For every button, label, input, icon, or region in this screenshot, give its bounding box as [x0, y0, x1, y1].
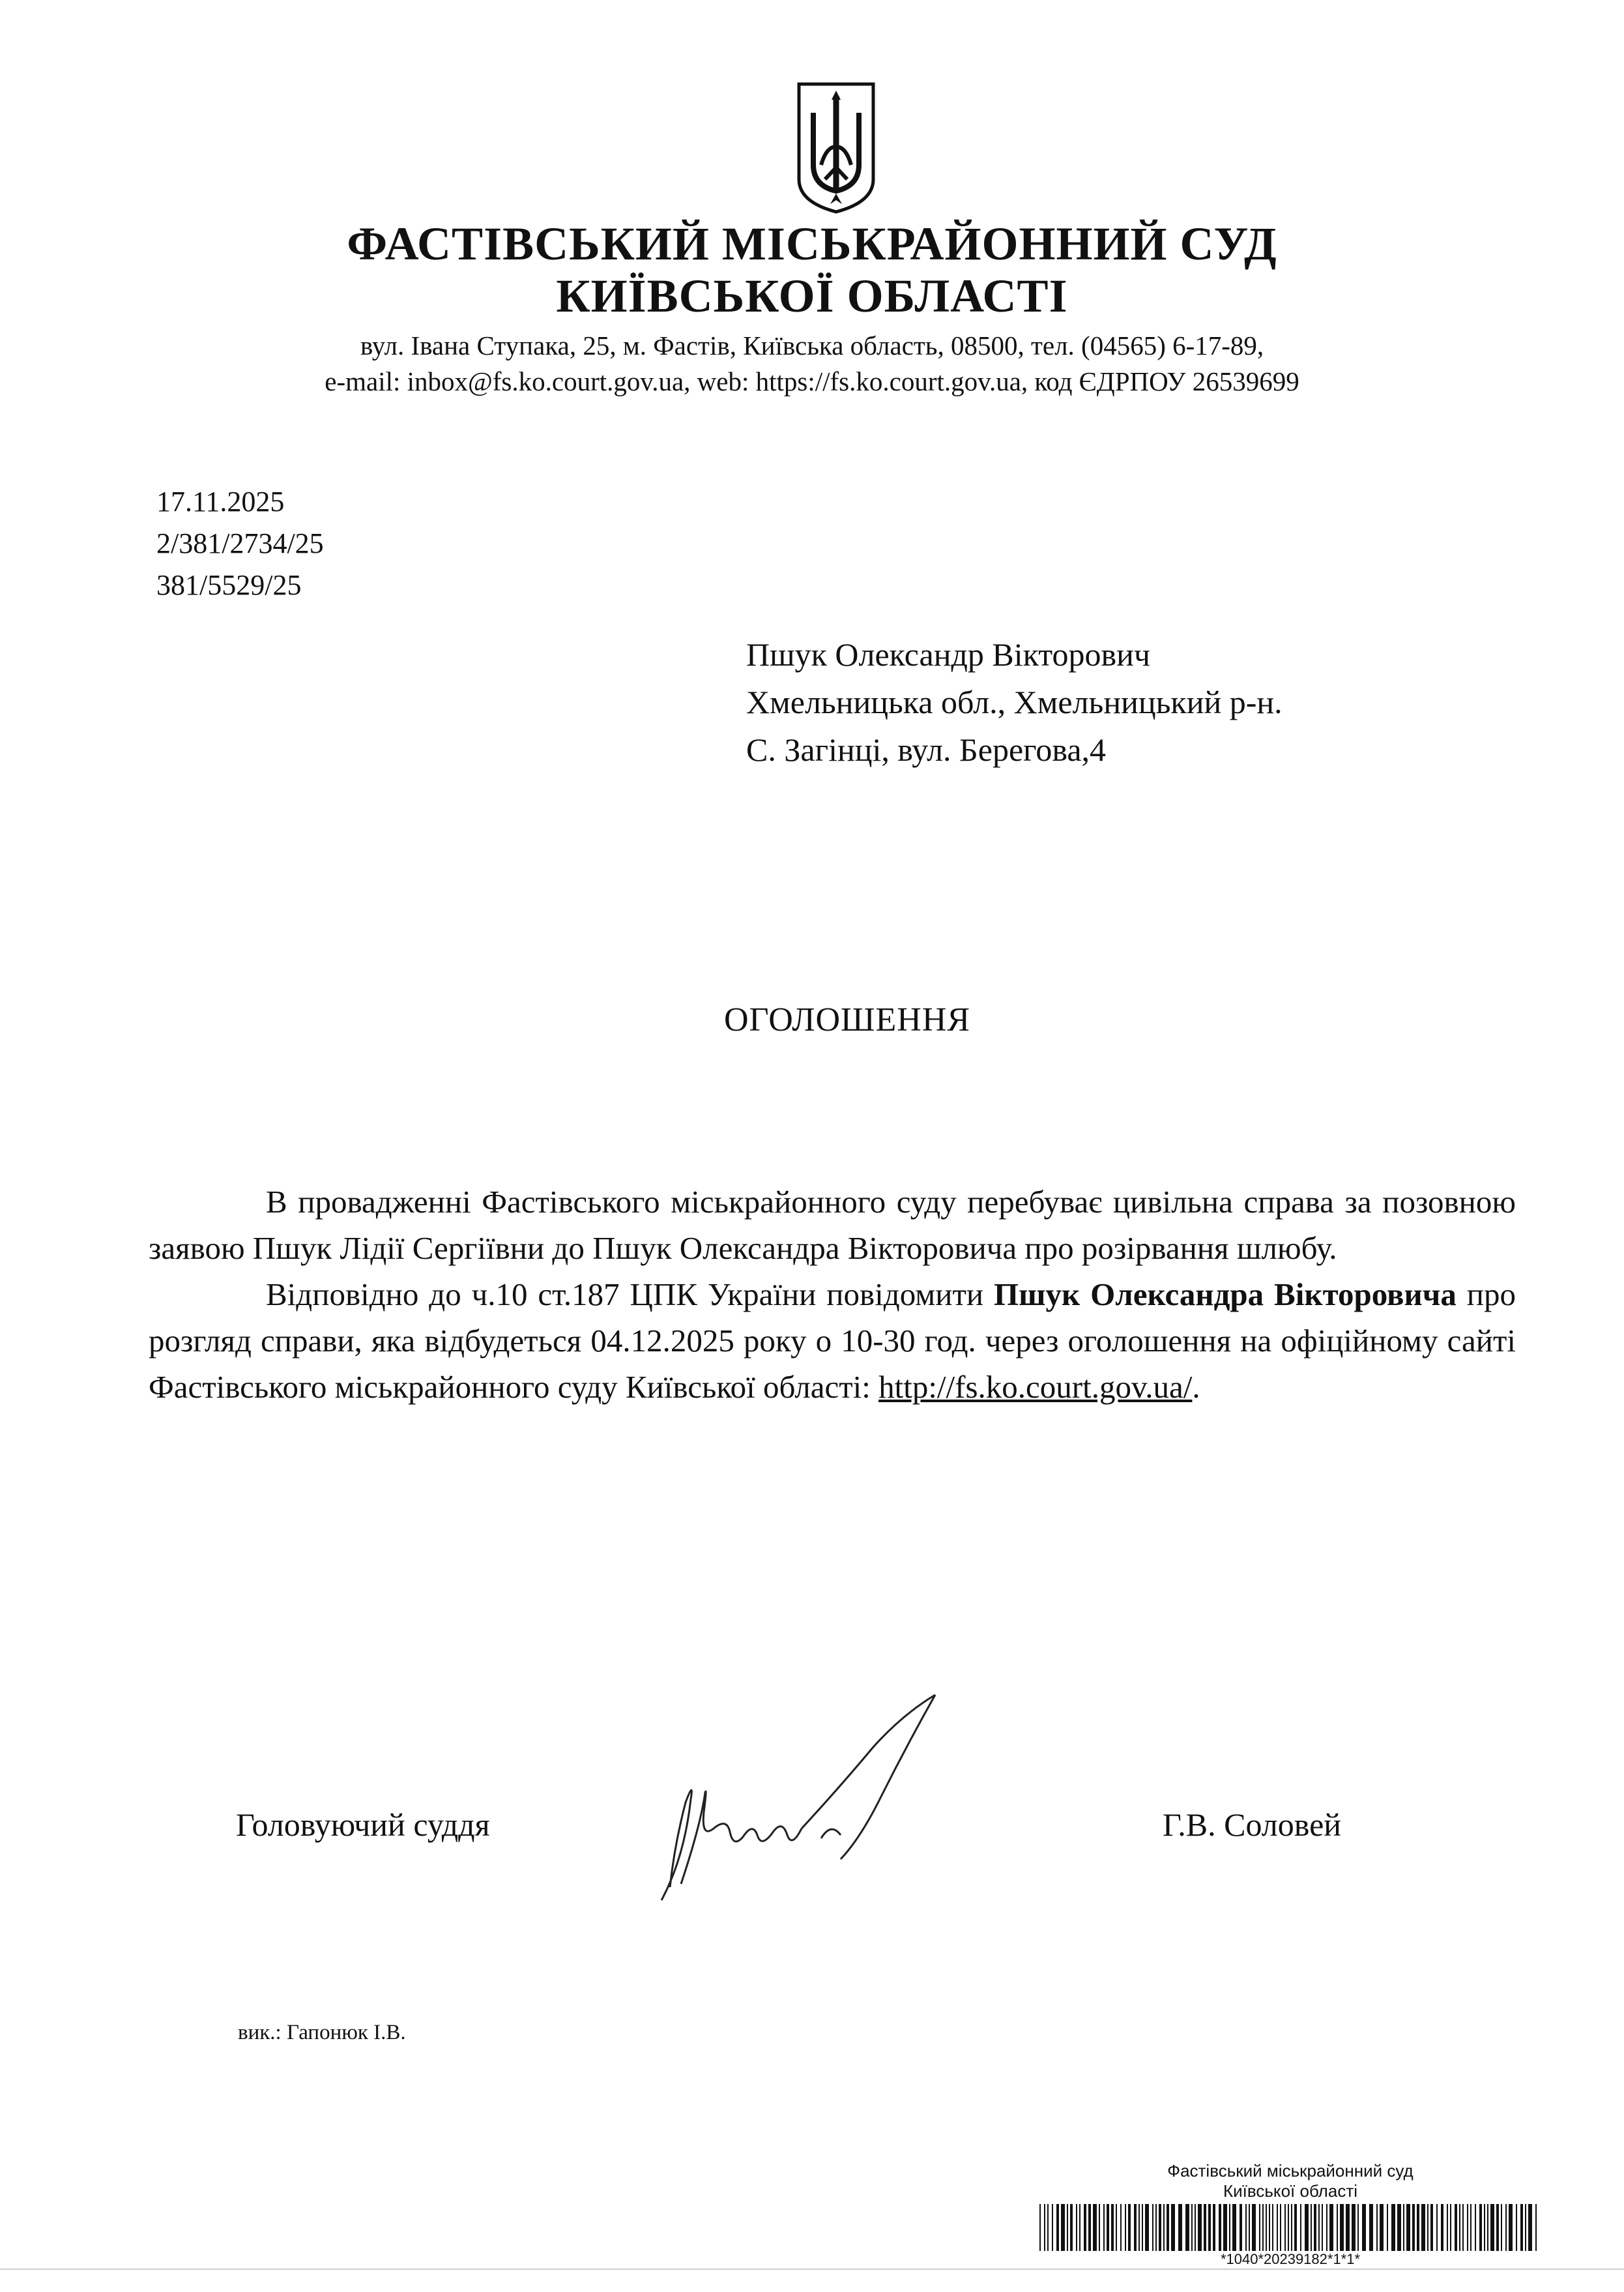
barcode-bar — [1403, 2204, 1404, 2251]
case-number-1: 2/381/2734/25 — [156, 527, 324, 559]
barcode-bar — [1245, 2204, 1247, 2251]
document-date: 17.11.2025 — [156, 486, 285, 518]
barcode-bar — [1269, 2204, 1270, 2251]
barcode-bar — [1322, 2204, 1323, 2251]
addressee-block — [746, 631, 1283, 774]
judge-name: Г.В. Соловей — [1163, 1806, 1342, 1843]
barcode-bar — [1294, 2204, 1297, 2251]
barcode-bar — [1369, 2204, 1373, 2251]
barcode-bar — [1116, 2204, 1117, 2251]
barcode-bar — [1487, 2204, 1488, 2251]
barcode-bar — [1520, 2204, 1523, 2251]
barcode-bar — [1525, 2204, 1526, 2251]
barcode-bar — [1337, 2204, 1338, 2251]
notice-title: ОГОЛОШЕННЯ — [723, 1001, 971, 1038]
barcode-bar — [1079, 2204, 1080, 2251]
handwritten-signature — [645, 1688, 991, 1910]
court-contacts-line1: вул. Івана Ступака, 25, м. Фастів, Київська область, 08500, тел. (04565) 6-17-89, — [360, 331, 1264, 360]
barcode-number: *1040*20239182*1*1* — [1220, 2251, 1361, 2267]
barcode-bar — [1352, 2204, 1356, 2251]
barcode-bar — [1436, 2204, 1438, 2251]
barcode-bar — [1535, 2204, 1537, 2251]
barcode-bar — [1441, 2204, 1443, 2251]
barcode-bar — [1099, 2204, 1100, 2251]
barcode-bar — [1311, 2204, 1312, 2251]
barcode-bar — [1459, 2204, 1460, 2251]
barcode-bar — [1484, 2204, 1485, 2251]
barcode-bar — [1067, 2204, 1068, 2251]
barcode-icon — [1039, 2204, 1541, 2251]
barcode-bar — [1152, 2204, 1153, 2251]
barcode-bar — [1061, 2204, 1065, 2251]
case-number-2: 381/5529/25 — [156, 569, 302, 601]
barcode-bar — [1284, 2204, 1286, 2251]
barcode-bar — [1163, 2204, 1165, 2251]
barcode-bar — [1262, 2204, 1264, 2251]
stamp-court-name: Фастівський міськрайонний суд — [1167, 2161, 1414, 2181]
addressee-address-line1: Хмельницька обл., Хмельницький р-н. — [746, 684, 1283, 720]
barcode-bar — [1362, 2204, 1366, 2251]
barcode-bar — [1191, 2204, 1193, 2251]
barcode-bar — [1314, 2204, 1316, 2251]
barcode-bar — [1455, 2204, 1457, 2251]
barcode-bar — [1346, 2204, 1350, 2251]
barcode-bar — [1272, 2204, 1273, 2251]
barcode-bar — [1155, 2204, 1157, 2251]
barcode-bar — [1479, 2204, 1482, 2251]
barcode-bar — [1340, 2204, 1344, 2251]
barcode-bar — [1195, 2204, 1196, 2251]
barcode-bar — [1505, 2204, 1507, 2251]
barcode-bar — [1501, 2204, 1502, 2251]
barcode-bar — [1427, 2204, 1428, 2251]
barcode-bar — [1277, 2204, 1278, 2251]
court-contacts-line2: e-mail: inbox@fs.ko.court.gov.ua, web: https://fs.ko.court.gov.ua, код ЄДРПОУ 26539699 — [325, 366, 1299, 396]
barcode-bar — [1357, 2204, 1359, 2251]
barcode-bar — [1084, 2204, 1086, 2251]
document-references — [156, 481, 324, 606]
notice-body — [149, 1179, 1516, 1410]
barcode-bar — [1329, 2204, 1333, 2251]
barcode-bar — [1406, 2204, 1410, 2251]
barcode-bar — [1288, 2204, 1289, 2251]
barcode-bar — [1219, 2204, 1221, 2251]
notice-paragraph-1: В провадженні Фастівського міськрайонного суду перебуває цивільна справа за позовною заявою Пшук Лідії Сергіївни до Пшук Олександра Вікторовича про розірвання шлюбу. — [149, 1184, 1516, 1266]
barcode-bar — [1204, 2204, 1206, 2251]
barcode-bar — [1142, 2204, 1143, 2251]
barcode-bar — [1305, 2204, 1309, 2251]
barcode-bar — [1249, 2204, 1250, 2251]
barcode-bar — [1516, 2204, 1517, 2251]
barcode-bar — [1450, 2204, 1451, 2251]
barcode-bar — [1280, 2204, 1281, 2251]
barcode-bar — [1391, 2204, 1395, 2251]
barcode-bar — [1159, 2204, 1161, 2251]
barcode-bar — [1044, 2204, 1045, 2251]
barcode-bar — [1070, 2204, 1073, 2251]
barcode-bar — [1318, 2204, 1320, 2251]
barcode-bar — [1490, 2204, 1494, 2251]
barcode-bar — [1052, 2204, 1053, 2251]
barcode-bar — [1223, 2204, 1227, 2251]
barcode-bar — [1208, 2204, 1211, 2251]
barcode-bar — [1447, 2204, 1448, 2251]
barcode-bar — [1470, 2204, 1472, 2251]
coat-of-arms-icon — [794, 81, 878, 215]
barcode-bar — [1326, 2204, 1327, 2251]
signer-role: Головуючий суддя — [236, 1806, 490, 1843]
barcode-bar — [1397, 2204, 1401, 2251]
barcode-bar — [1171, 2204, 1175, 2251]
barcode-bar — [1232, 2204, 1236, 2251]
addressee-address-line2: С. Загінці, вул. Берегова,4 — [746, 731, 1107, 768]
executor-note: вик.: Гапонюк І.В. — [238, 2021, 406, 2044]
barcode-bar — [1076, 2204, 1077, 2251]
barcode-bar — [1111, 2204, 1114, 2251]
barcode-bar — [1496, 2204, 1499, 2251]
barcode-bar — [1467, 2204, 1468, 2251]
barcode-bar — [1167, 2204, 1169, 2251]
barcode-bar — [1145, 2204, 1149, 2251]
notice-paragraph-2 — [149, 1271, 1516, 1410]
barcode-bar — [1376, 2204, 1378, 2251]
court-website-link[interactable]: http://fs.ko.court.gov.ua/ — [878, 1369, 1193, 1405]
barcode-bar — [1412, 2204, 1415, 2251]
barcode-bar — [1475, 2204, 1476, 2251]
barcode-bar — [1128, 2204, 1131, 2251]
paragraph2-mid: про розгляд справи, яка відбудеться 04.12.2025 року о 10-30 год. через оголошення на офіційному сайті Фастівського міськрайонного суду Київської області: — [149, 1276, 1516, 1405]
barcode-bar — [1047, 2204, 1049, 2251]
barcode-bar — [1125, 2204, 1126, 2251]
barcode-bar — [1259, 2204, 1260, 2251]
barcode-bar — [1380, 2204, 1384, 2251]
barcode-bar — [1291, 2204, 1292, 2251]
barcode-bar — [1178, 2204, 1182, 2251]
barcode-bar — [1120, 2204, 1122, 2251]
stamp-region: Київської області — [1223, 2181, 1358, 2201]
registration-stamp — [1017, 2161, 1564, 2268]
barcode-bar — [1088, 2204, 1091, 2251]
barcode-bar — [1103, 2204, 1105, 2251]
court-name-line2: КИЇВСЬКОЇ ОБЛАСТІ — [556, 270, 1068, 322]
scan-edge-line — [0, 2269, 1624, 2270]
barcode-bar — [1387, 2204, 1388, 2251]
barcode-bar — [1300, 2204, 1301, 2251]
barcode-bar — [1240, 2204, 1242, 2251]
barcode-bar — [1213, 2204, 1215, 2251]
barcode-bar — [1430, 2204, 1433, 2251]
barcode-bar — [1138, 2204, 1140, 2251]
barcode-bar — [1093, 2204, 1097, 2251]
barcode-bar — [1528, 2204, 1532, 2251]
barcode-bar — [1134, 2204, 1137, 2251]
barcode-bar — [1229, 2204, 1230, 2251]
barcode-bar — [1056, 2204, 1059, 2251]
barcode-bar — [1266, 2204, 1267, 2251]
barcode-bar — [1107, 2204, 1109, 2251]
barcode-bar — [1185, 2204, 1189, 2251]
addressee-name: Пшук Олександр Вікторович — [746, 636, 1150, 673]
barcode-bar — [1509, 2204, 1513, 2251]
barcode-bar — [1252, 2204, 1256, 2251]
court-name-line1: ФАСТІВСЬКИЙ МІСЬКРАЙОННИЙ СУД — [347, 218, 1277, 270]
barcode-bar — [1417, 2204, 1419, 2251]
defendant-name-bold: Пшук Олександра Вікторовича — [994, 1276, 1457, 1312]
barcode-bar — [1462, 2204, 1464, 2251]
paragraph2-start: Відповідно до ч.10 ст.187 ЦПК України повідомити — [266, 1276, 994, 1312]
barcode-bar — [1198, 2204, 1202, 2251]
barcode-bar — [1039, 2204, 1041, 2251]
paragraph2-end: . — [1192, 1369, 1200, 1405]
barcode-bar — [1421, 2204, 1425, 2251]
